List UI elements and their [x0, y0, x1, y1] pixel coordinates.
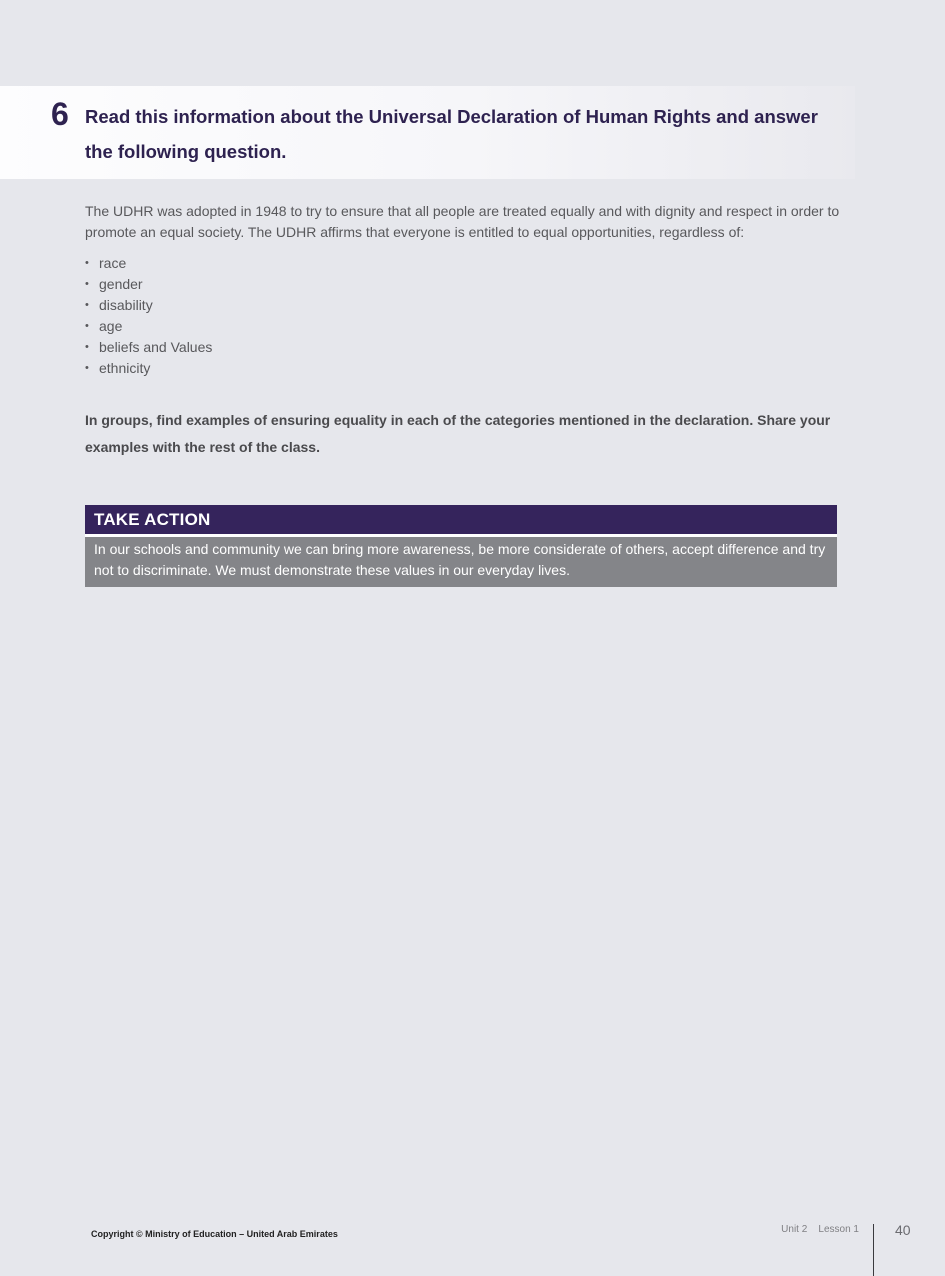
group-task-instruction: In groups, find examples of ensuring equality in each of the categories mentioned in the declaration. Share your examples with the rest of the class. — [85, 412, 831, 455]
question-number: 6 — [51, 96, 69, 132]
footer-divider — [873, 1224, 874, 1276]
bullet-icon: • — [85, 257, 89, 269]
list-item — [85, 295, 212, 316]
list-item — [85, 274, 212, 295]
list-item — [85, 337, 212, 358]
list-item — [85, 316, 212, 337]
list-item-label: beliefs and Values — [99, 339, 213, 355]
bullet-icon: • — [85, 299, 89, 311]
page-number: 40 — [895, 1222, 911, 1238]
bullet-icon: • — [85, 320, 89, 332]
list-item — [85, 358, 212, 379]
take-action-title: TAKE ACTION — [85, 505, 837, 534]
list-item-label: age — [99, 318, 123, 334]
categories-list — [85, 253, 212, 379]
unit-label: Unit 2 — [781, 1224, 808, 1235]
lesson-label: Lesson 1 — [818, 1224, 859, 1235]
question-title: Read this information about the Universal Declaration of Human Rights and answer the following question. — [85, 106, 818, 162]
list-item — [85, 253, 212, 274]
unit-lesson-label — [781, 1223, 859, 1237]
bullet-icon: • — [85, 362, 89, 374]
list-item-label: gender — [99, 276, 143, 292]
take-action-box — [85, 505, 837, 587]
copyright-notice: Copyright © Ministry of Education – United Arab Emirates — [91, 1229, 338, 1239]
bullet-icon: • — [85, 341, 89, 353]
intro-paragraph: The UDHR was adopted in 1948 to try to ensure that all people are treated equally and with dignity and respect in order to promote an equal society. The UDHR affirms that everyone is entitled to equal opportunities, regardless of: — [85, 203, 840, 240]
list-item-label: disability — [99, 297, 153, 313]
bullet-icon: • — [85, 278, 89, 290]
list-item-label: ethnicity — [99, 360, 151, 376]
take-action-body: In our schools and community we can bring more awareness, be more considerate of others, accept difference and try not to discriminate. We must demonstrate these values in our everyday lives. — [85, 537, 837, 587]
list-item-label: race — [99, 255, 127, 271]
